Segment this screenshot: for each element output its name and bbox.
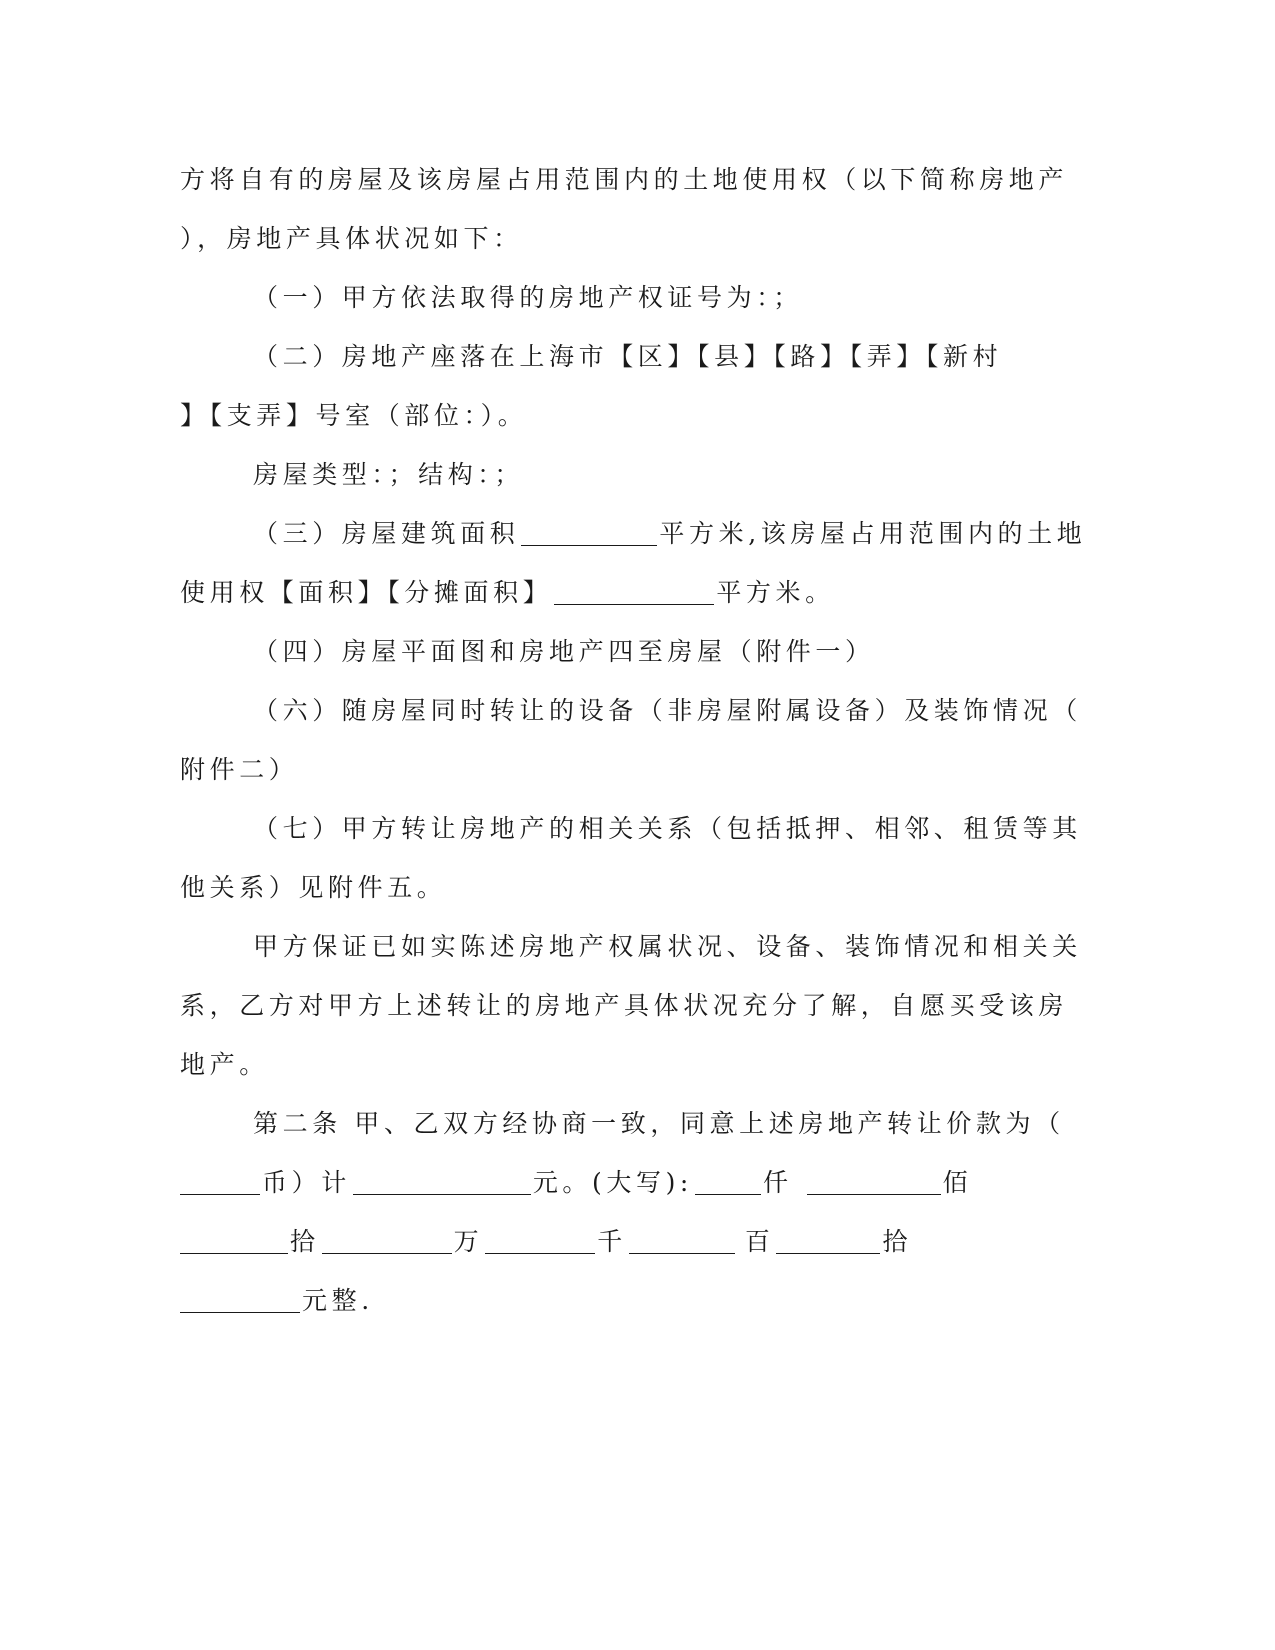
- blank-field: [776, 1227, 880, 1254]
- text-line: （四）房屋平面图和房地产四至房屋（附件一）: [253, 637, 875, 666]
- blank-field: [180, 1286, 300, 1313]
- blank-field: [353, 1168, 531, 1195]
- text-line: （一）甲方依法取得的房地产权证号为：；: [253, 283, 803, 312]
- text-line: [180, 1284, 1060, 1318]
- text-line: （六）随房屋同时转让的设备（非房屋附属设备）及装饰情况（: [253, 696, 1082, 725]
- blank-field: [322, 1227, 452, 1254]
- text-line: 他关系）见附件五。: [180, 873, 447, 902]
- text-line: [253, 517, 1087, 551]
- text-segment: 仟: [762, 1168, 793, 1197]
- blank-field: [629, 1227, 735, 1254]
- text-line: 】【支弄】号室（部位：）。: [180, 401, 528, 430]
- text-segment: 平方米,该房屋占用范围内的土地: [659, 519, 1087, 548]
- text-segment: 元。(大写):: [532, 1168, 693, 1197]
- text-line: [180, 1225, 1060, 1259]
- text-segment: 平方米。: [716, 578, 835, 607]
- text-line: 系，乙方对甲方上述转让的房地产具体状况充分了解，自愿买受该房: [180, 991, 1069, 1020]
- text-segment: 拾: [290, 1227, 320, 1256]
- text-line: ），房地产具体状况如下：: [180, 224, 523, 253]
- text-segment: 币）计: [262, 1168, 351, 1197]
- text-line: 甲方保证已如实陈述房地产权属状况、设备、装饰情况和相关关: [253, 932, 1082, 961]
- text-segment: 使用权【面积】【分摊面积】: [180, 578, 553, 607]
- blank-field: [807, 1168, 941, 1195]
- text-line: （二）房地产座落在上海市【区】【县】【路】【弄】【新村: [253, 342, 1003, 371]
- blank-field: [180, 1168, 260, 1195]
- text-segment: 佰: [942, 1168, 973, 1197]
- blank-field: [180, 1227, 288, 1254]
- text-line: 附件二）: [180, 755, 299, 784]
- text-segment: 拾: [882, 1227, 913, 1256]
- blank-field: [554, 578, 714, 605]
- text-line: [180, 1166, 1060, 1200]
- text-segment: （三）房屋建筑面积: [253, 519, 520, 548]
- text-line: 第二条 甲、乙双方经协商一致，同意上述房地产转让价款为（: [253, 1109, 1065, 1138]
- text-line: （七）甲方转让房地产的相关关系（包括抵押、相邻、租赁等其: [253, 814, 1082, 843]
- text-line: 地产。: [180, 1050, 269, 1079]
- text-segment: 千: [597, 1227, 627, 1256]
- text-segment: 百: [744, 1227, 775, 1256]
- blank-field: [695, 1168, 761, 1195]
- text-line: [180, 576, 1060, 610]
- text-line: 房屋类型：；结构：；: [253, 460, 525, 489]
- text-line: 方将自有的房屋及该房屋占用范围内的土地使用权（以下简称房地产: [180, 165, 1069, 194]
- text-segment: 元整.: [302, 1286, 374, 1315]
- text-segment: 万: [453, 1227, 484, 1256]
- blank-field: [521, 519, 657, 546]
- blank-field: [485, 1227, 595, 1254]
